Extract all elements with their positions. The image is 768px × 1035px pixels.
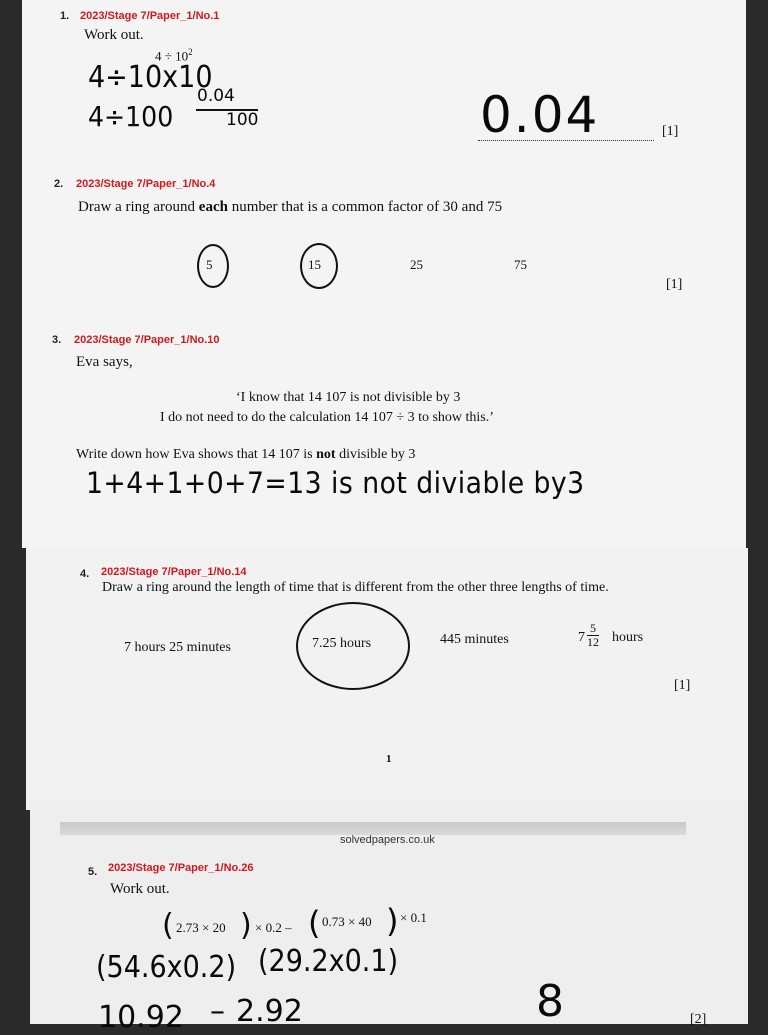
q2-reference: 2023/Stage 7/Paper_1/No.4 (76, 178, 216, 190)
q1-working-side-numerator: 0.04 (197, 86, 235, 106)
q1-reference: 2023/Stage 7/Paper_1/No.1 (80, 10, 220, 22)
q5-working2-b: 2.92 (236, 994, 303, 1029)
q5-working1-b: (29.2x0.1) (258, 944, 399, 979)
q3-prompt: Write down how Eva shows that 14 107 is not divisible by 3 (76, 447, 416, 462)
q2-option-25[interactable]: 25 (410, 257, 423, 272)
q4-option-mixed-unit[interactable]: hours (612, 630, 644, 645)
q1-answer: 0.04 (480, 86, 600, 144)
q4-option-mixed-whole[interactable]: 7 (578, 630, 585, 645)
q4-number: 4. (80, 568, 90, 580)
q5-number: 5. (88, 866, 98, 878)
q1-instruction: Work out. (84, 27, 144, 43)
q5-expression-end: × 0.1 (400, 910, 427, 925)
q1-working-line1: 4÷10x10 (88, 60, 213, 95)
q4-fraction-numerator: 5 (590, 621, 596, 635)
q5-instruction: Work out. (110, 881, 170, 897)
q3-number: 3. (52, 334, 62, 346)
q1-number: 1. (60, 10, 70, 22)
q3-quote-line2: I do not need to do the calculation 14 107 ÷ 3 to show this.’ (160, 410, 494, 425)
q1-answer-line (478, 140, 654, 141)
q5-bracket-open-a: ( (162, 908, 174, 943)
q5-marks: [2] (690, 1012, 707, 1027)
q5-working2-minus: – (210, 994, 225, 1029)
q4-option-445-minutes[interactable]: 445 minutes (440, 632, 509, 647)
q2-marks: [1] (666, 277, 683, 292)
q3-answer: 1+4+1+0+7=13 is not diviable by3 (86, 466, 585, 500)
q5-working1-a: (54.6x0.2) (96, 950, 237, 985)
q1-marks: [1] (662, 124, 679, 139)
watermark-text: solvedpapers.co.uk (340, 834, 435, 846)
q2-option-5[interactable]: 5 (206, 257, 213, 272)
q5-expression-a: 2.73 × 20 (176, 920, 226, 935)
q4-instruction: Draw a ring around the length of time that is different from the other three lengths of time. (102, 580, 609, 595)
q5-bracket-close-b: ) (386, 902, 399, 940)
q5-working2-a: 10.92 (98, 1000, 184, 1035)
q1-working-line2: 4÷100 (88, 100, 174, 133)
q4-reference: 2023/Stage 7/Paper_1/No.14 (101, 566, 247, 578)
q5-expression-b: 0.73 × 40 (322, 914, 372, 929)
q5-reference: 2023/Stage 7/Paper_1/No.26 (108, 862, 254, 874)
q4-marks: [1] (674, 678, 691, 693)
q1-expression: $4 \div 10^2$ (155, 47, 193, 64)
q1-working-side-denominator: 100 (226, 110, 259, 130)
q4-option-mixed-fraction[interactable] (587, 622, 599, 649)
q3-quote-line1: ‘I know that 14 107 is not divisible by 3 (236, 390, 461, 405)
q5-bracket-close-a: ) (240, 908, 252, 943)
q2-option-75[interactable]: 75 (514, 257, 527, 272)
page-number: 1 (386, 753, 392, 765)
q2-instruction: Draw a ring around each number that is a common factor of 30 and 75 (78, 199, 503, 215)
q3-reference: 2023/Stage 7/Paper_1/No.10 (74, 334, 220, 346)
q2-number: 2. (54, 178, 64, 190)
q4-option-7-25-hours[interactable]: 7.25 hours (312, 636, 372, 651)
q3-intro: Eva says, (76, 354, 133, 370)
q2-option-15[interactable]: 15 (308, 257, 321, 272)
q4-fraction-denominator: 12 (587, 635, 599, 649)
q5-bracket-open-b: ( (308, 904, 321, 942)
q5-answer: 8 (536, 976, 564, 1027)
q5-expression-mid: × 0.2 – (255, 920, 292, 935)
q4-option-7h25m[interactable]: 7 hours 25 minutes (124, 640, 231, 655)
q2-ring-5 (197, 244, 229, 288)
